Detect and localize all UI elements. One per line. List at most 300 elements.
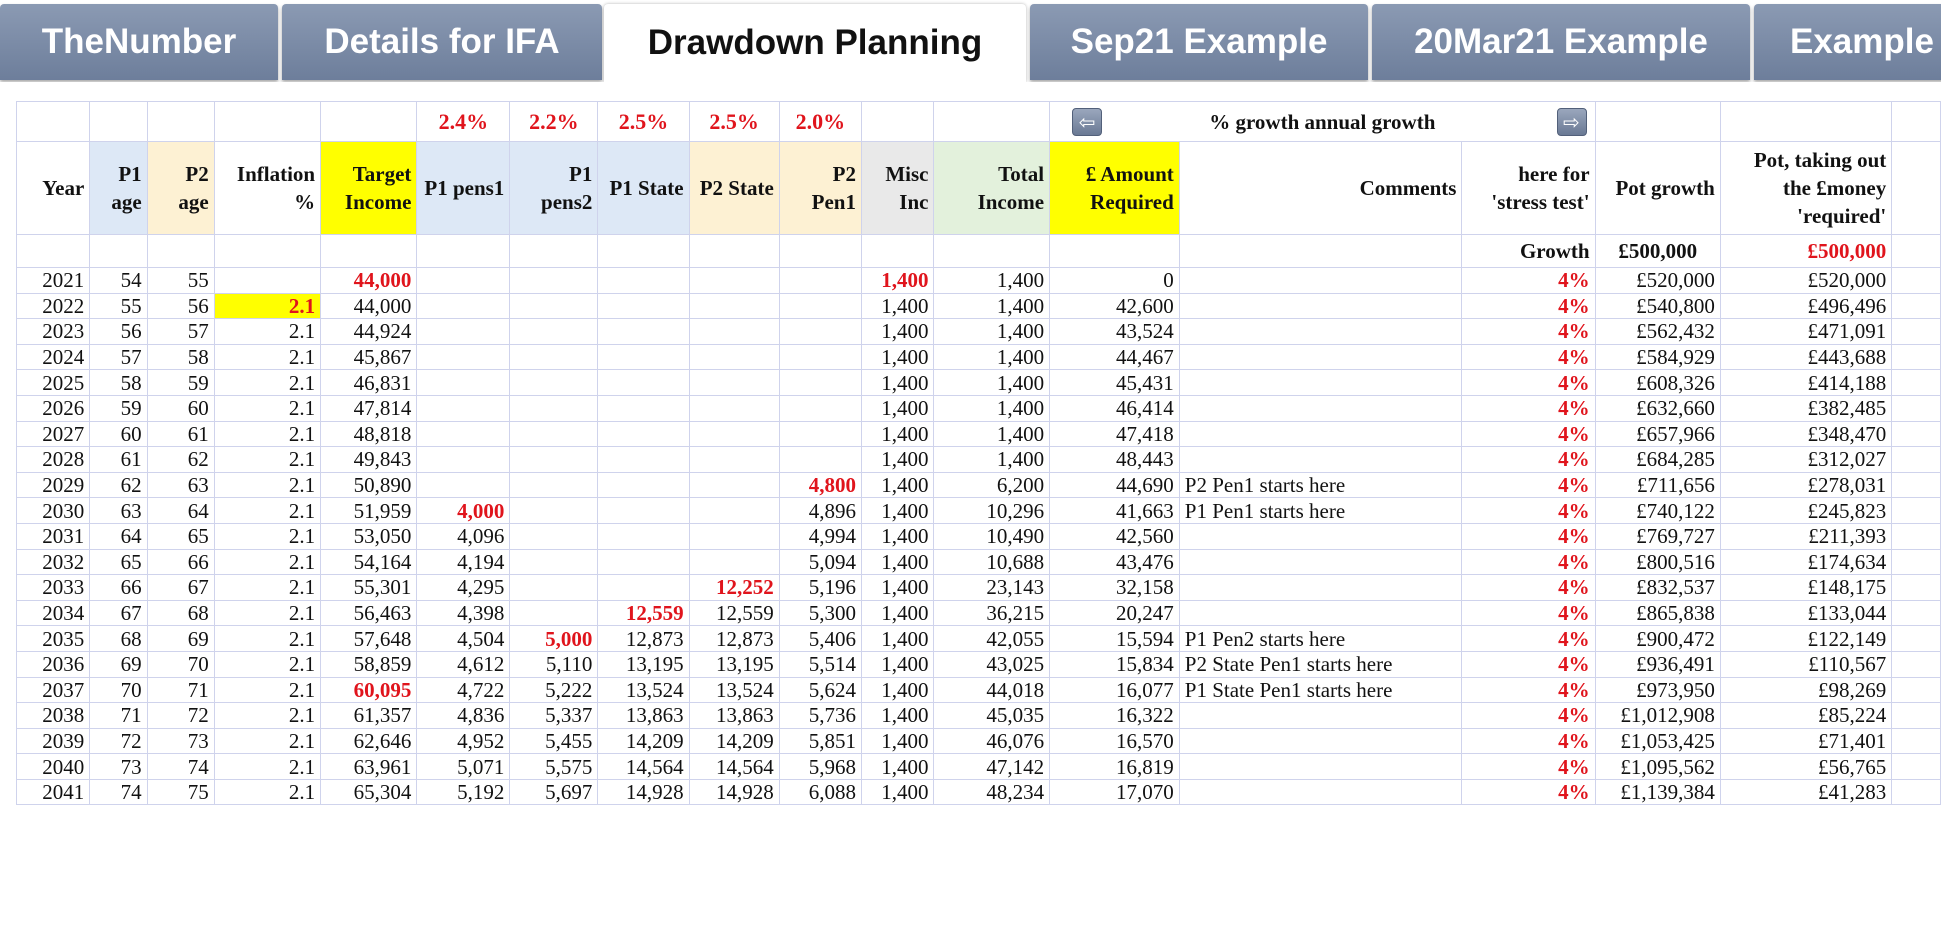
cell-p2-age[interactable]: 57 xyxy=(147,319,214,345)
cell-year[interactable]: 2036 xyxy=(17,651,90,677)
cell-misc-inc[interactable]: 1,400 xyxy=(861,319,933,345)
cell-p2-pen1[interactable]: 6,088 xyxy=(779,779,861,805)
cell-misc-inc[interactable]: 1,400 xyxy=(861,600,933,626)
cell-p2-age[interactable]: 65 xyxy=(147,523,214,549)
cell-pot-taking-out[interactable]: £110,567 xyxy=(1720,651,1891,677)
cell-p1-state[interactable] xyxy=(598,370,689,396)
cell-total-income[interactable]: 48,234 xyxy=(934,779,1050,805)
right-arrow-icon[interactable]: ⇨ xyxy=(1557,108,1587,136)
cell-pot-taking-out[interactable]: £245,823 xyxy=(1720,498,1891,524)
cell-p2-age[interactable]: 72 xyxy=(147,703,214,729)
cell-target-income[interactable]: 55,301 xyxy=(321,575,417,601)
cell-inflation[interactable]: 2.1 xyxy=(214,421,320,447)
tab-drawdown-planning[interactable]: Drawdown Planning xyxy=(604,4,1026,82)
cell-inflation[interactable]: 2.1 xyxy=(214,523,320,549)
cell-p1-pens1[interactable]: 4,952 xyxy=(417,728,510,754)
left-arrow-icon[interactable]: ⇦ xyxy=(1072,108,1102,136)
cell-pot-taking-out[interactable]: £98,269 xyxy=(1720,677,1891,703)
cell-comment[interactable] xyxy=(1179,575,1462,601)
cell-p2-pen1[interactable] xyxy=(779,395,861,421)
cell-p2-pen1[interactable]: 5,094 xyxy=(779,549,861,575)
cell-p2-state[interactable]: 13,524 xyxy=(689,677,779,703)
cell-p1-pens1[interactable] xyxy=(417,472,510,498)
cell-misc-inc[interactable]: 1,400 xyxy=(861,575,933,601)
cell-inflation[interactable]: 2.1 xyxy=(214,549,320,575)
cell-comment[interactable] xyxy=(1179,319,1462,345)
cell-p1-pens2[interactable]: 5,697 xyxy=(510,779,598,805)
cell-p2-state[interactable] xyxy=(689,370,779,396)
cell-total-income[interactable]: 1,400 xyxy=(934,447,1050,473)
cell-p2-age[interactable]: 68 xyxy=(147,600,214,626)
cell-misc-inc[interactable]: 1,400 xyxy=(861,370,933,396)
cell-inflation[interactable]: 2.1 xyxy=(214,779,320,805)
cell-amount-required[interactable]: 46,414 xyxy=(1050,395,1180,421)
cell-comment[interactable] xyxy=(1179,421,1462,447)
cell-p1-state[interactable]: 14,564 xyxy=(598,754,689,780)
cell-comment[interactable] xyxy=(1179,370,1462,396)
cell-p1-state[interactable] xyxy=(598,549,689,575)
cell-p1-pens1[interactable]: 4,000 xyxy=(417,498,510,524)
header-p1-pens2[interactable]: P1 pens2 xyxy=(510,142,598,235)
cell-comment[interactable]: P2 State Pen1 starts here xyxy=(1179,651,1462,677)
cell-p2-age[interactable]: 56 xyxy=(147,293,214,319)
cell-p1-age[interactable]: 74 xyxy=(90,779,147,805)
header-year[interactable]: Year xyxy=(17,142,90,235)
cell-total-income[interactable]: 10,296 xyxy=(934,498,1050,524)
cell-inflation[interactable]: 2.1 xyxy=(214,498,320,524)
growth-p1-state[interactable]: 2.5% xyxy=(598,102,689,142)
cell-pot-growth[interactable]: £973,950 xyxy=(1595,677,1720,703)
cell-p1-state[interactable] xyxy=(598,447,689,473)
cell-target-income[interactable]: 47,814 xyxy=(321,395,417,421)
cell-comment[interactable]: P2 Pen1 starts here xyxy=(1179,472,1462,498)
cell-amount-required[interactable]: 20,247 xyxy=(1050,600,1180,626)
cell-p1-state[interactable] xyxy=(598,472,689,498)
cell-p1-pens1[interactable]: 4,612 xyxy=(417,651,510,677)
header-target-income[interactable]: Target Income xyxy=(321,142,417,235)
cell-p1-age[interactable]: 60 xyxy=(90,421,147,447)
cell-pot-growth[interactable]: £832,537 xyxy=(1595,575,1720,601)
cell-growth[interactable]: 4% xyxy=(1462,626,1595,652)
cell-pot-growth[interactable]: £540,800 xyxy=(1595,293,1720,319)
cell-empty[interactable] xyxy=(1892,549,1941,575)
cell-p2-age[interactable]: 74 xyxy=(147,754,214,780)
cell-year[interactable]: 2033 xyxy=(17,575,90,601)
cell-p1-pens2[interactable]: 5,337 xyxy=(510,703,598,729)
cell-p2-state[interactable]: 13,195 xyxy=(689,651,779,677)
cell-p1-age[interactable]: 63 xyxy=(90,498,147,524)
cell-pot-taking-out[interactable]: £174,634 xyxy=(1720,549,1891,575)
cell-comment[interactable] xyxy=(1179,447,1462,473)
cell-growth[interactable]: 4% xyxy=(1462,344,1595,370)
header-pot-growth[interactable]: Pot growth xyxy=(1595,142,1720,235)
cell-pot-growth[interactable]: £562,432 xyxy=(1595,319,1720,345)
cell-p1-age[interactable]: 70 xyxy=(90,677,147,703)
cell-year[interactable]: 2035 xyxy=(17,626,90,652)
subheader-pot-taking-out-start[interactable]: £500,000 xyxy=(1720,235,1891,268)
cell-p1-state[interactable] xyxy=(598,344,689,370)
cell-inflation[interactable]: 2.1 xyxy=(214,754,320,780)
cell-misc-inc[interactable]: 1,400 xyxy=(861,703,933,729)
cell-growth[interactable]: 4% xyxy=(1462,472,1595,498)
cell-growth[interactable]: 4% xyxy=(1462,447,1595,473)
cell-amount-required[interactable]: 15,594 xyxy=(1050,626,1180,652)
cell-p1-pens2[interactable]: 5,222 xyxy=(510,677,598,703)
subheader-pot-growth-start[interactable]: £500,000 xyxy=(1595,235,1720,268)
cell-empty[interactable] xyxy=(1892,344,1941,370)
cell-empty[interactable] xyxy=(1892,421,1941,447)
cell-target-income[interactable]: 60,095 xyxy=(321,677,417,703)
header-total-income[interactable]: Total Income xyxy=(934,142,1050,235)
cell-p2-state[interactable] xyxy=(689,498,779,524)
cell-year[interactable]: 2040 xyxy=(17,754,90,780)
cell-p2-age[interactable]: 67 xyxy=(147,575,214,601)
cell-pot-growth[interactable]: £1,053,425 xyxy=(1595,728,1720,754)
cell-p1-pens2[interactable] xyxy=(510,472,598,498)
header-p2-pen1[interactable]: P2 Pen1 xyxy=(779,142,861,235)
cell-misc-inc[interactable]: 1,400 xyxy=(861,651,933,677)
cell-target-income[interactable]: 44,000 xyxy=(321,293,417,319)
cell-empty[interactable] xyxy=(1892,600,1941,626)
cell-target-income[interactable]: 62,646 xyxy=(321,728,417,754)
header-inflation[interactable]: Inflation % xyxy=(214,142,320,235)
cell-p1-state[interactable]: 12,559 xyxy=(598,600,689,626)
cell-p2-age[interactable]: 61 xyxy=(147,421,214,447)
cell-total-income[interactable]: 43,025 xyxy=(934,651,1050,677)
cell-pot-growth[interactable]: £584,929 xyxy=(1595,344,1720,370)
cell-p1-pens2[interactable] xyxy=(510,319,598,345)
cell-target-income[interactable]: 63,961 xyxy=(321,754,417,780)
cell-growth[interactable]: 4% xyxy=(1462,395,1595,421)
cell-inflation[interactable]: 2.1 xyxy=(214,293,320,319)
cell-p1-pens1[interactable] xyxy=(417,293,510,319)
cell-year[interactable]: 2038 xyxy=(17,703,90,729)
cell-pot-growth[interactable]: £520,000 xyxy=(1595,268,1720,294)
cell-pot-growth[interactable]: £800,516 xyxy=(1595,549,1720,575)
cell-p1-pens2[interactable] xyxy=(510,395,598,421)
cell-comment[interactable] xyxy=(1179,549,1462,575)
header-p1-state[interactable]: P1 State xyxy=(598,142,689,235)
cell-inflation[interactable]: 2.1 xyxy=(214,600,320,626)
cell-growth[interactable]: 4% xyxy=(1462,370,1595,396)
cell-year[interactable]: 2022 xyxy=(17,293,90,319)
header-pot-taking-out[interactable]: Pot, taking out the £money 'required' xyxy=(1720,142,1891,235)
cell-p2-pen1[interactable] xyxy=(779,293,861,319)
cell-year[interactable]: 2034 xyxy=(17,600,90,626)
cell-inflation[interactable]: 2.1 xyxy=(214,575,320,601)
cell-p1-pens1[interactable]: 5,192 xyxy=(417,779,510,805)
cell-p2-age[interactable]: 75 xyxy=(147,779,214,805)
cell-p2-pen1[interactable] xyxy=(779,447,861,473)
cell-p2-state[interactable] xyxy=(689,293,779,319)
cell-total-income[interactable]: 1,400 xyxy=(934,421,1050,447)
cell-target-income[interactable]: 65,304 xyxy=(321,779,417,805)
cell-p2-state[interactable] xyxy=(689,523,779,549)
cell-target-income[interactable]: 44,924 xyxy=(321,319,417,345)
cell-total-income[interactable]: 10,688 xyxy=(934,549,1050,575)
cell-pot-taking-out[interactable]: £85,224 xyxy=(1720,703,1891,729)
cell-empty[interactable] xyxy=(1892,395,1941,421)
cell-pot-growth[interactable]: £936,491 xyxy=(1595,651,1720,677)
cell-year[interactable]: 2026 xyxy=(17,395,90,421)
cell-amount-required[interactable]: 16,570 xyxy=(1050,728,1180,754)
cell-year[interactable]: 2023 xyxy=(17,319,90,345)
cell-pot-taking-out[interactable]: £443,688 xyxy=(1720,344,1891,370)
cell-pot-growth[interactable]: £608,326 xyxy=(1595,370,1720,396)
cell-amount-required[interactable]: 44,467 xyxy=(1050,344,1180,370)
cell-amount-required[interactable]: 43,476 xyxy=(1050,549,1180,575)
cell-p2-pen1[interactable] xyxy=(779,319,861,345)
cell-pot-taking-out[interactable]: £56,765 xyxy=(1720,754,1891,780)
header-misc-inc[interactable]: Misc Inc xyxy=(861,142,933,235)
cell-p1-pens1[interactable] xyxy=(417,370,510,396)
cell-pot-taking-out[interactable]: £41,283 xyxy=(1720,779,1891,805)
cell-growth[interactable]: 4% xyxy=(1462,651,1595,677)
growth-p2-pen1[interactable]: 2.0% xyxy=(779,102,861,142)
cell-total-income[interactable]: 1,400 xyxy=(934,370,1050,396)
cell-amount-required[interactable]: 44,690 xyxy=(1050,472,1180,498)
cell-p2-state[interactable]: 14,209 xyxy=(689,728,779,754)
cell-p2-pen1[interactable]: 5,968 xyxy=(779,754,861,780)
cell-p2-state[interactable] xyxy=(689,319,779,345)
cell-p2-pen1[interactable] xyxy=(779,370,861,396)
cell-year[interactable]: 2031 xyxy=(17,523,90,549)
cell-p2-pen1[interactable] xyxy=(779,268,861,294)
cell-growth[interactable]: 4% xyxy=(1462,575,1595,601)
cell-p2-age[interactable]: 60 xyxy=(147,395,214,421)
cell-target-income[interactable]: 61,357 xyxy=(321,703,417,729)
cell-p1-pens2[interactable] xyxy=(510,421,598,447)
cell-pot-growth[interactable]: £1,095,562 xyxy=(1595,754,1720,780)
cell-inflation[interactable]: 2.1 xyxy=(214,344,320,370)
cell-p1-pens2[interactable] xyxy=(510,447,598,473)
cell-pot-taking-out[interactable]: £312,027 xyxy=(1720,447,1891,473)
cell-empty[interactable] xyxy=(1892,779,1941,805)
cell-empty[interactable] xyxy=(1892,472,1941,498)
cell-p1-pens2[interactable]: 5,110 xyxy=(510,651,598,677)
cell-p2-state[interactable]: 14,564 xyxy=(689,754,779,780)
cell-growth[interactable]: 4% xyxy=(1462,703,1595,729)
header-amount-required[interactable]: £ Amount Required xyxy=(1050,142,1180,235)
cell-p1-age[interactable]: 58 xyxy=(90,370,147,396)
cell-p1-pens1[interactable]: 4,398 xyxy=(417,600,510,626)
growth-p1-pens1[interactable]: 2.4% xyxy=(417,102,510,142)
cell-p1-state[interactable] xyxy=(598,523,689,549)
cell-total-income[interactable]: 1,400 xyxy=(934,319,1050,345)
cell-p2-age[interactable]: 69 xyxy=(147,626,214,652)
cell-p1-state[interactable] xyxy=(598,498,689,524)
cell-growth[interactable]: 4% xyxy=(1462,523,1595,549)
cell-p1-state[interactable]: 13,863 xyxy=(598,703,689,729)
cell-year[interactable]: 2039 xyxy=(17,728,90,754)
cell-p2-state[interactable] xyxy=(689,344,779,370)
cell-amount-required[interactable]: 42,560 xyxy=(1050,523,1180,549)
cell-pot-taking-out[interactable]: £211,393 xyxy=(1720,523,1891,549)
cell-inflation[interactable]: 2.1 xyxy=(214,703,320,729)
cell-inflation[interactable]: 2.1 xyxy=(214,728,320,754)
cell-p2-age[interactable]: 59 xyxy=(147,370,214,396)
cell-comment[interactable] xyxy=(1179,779,1462,805)
cell-misc-inc[interactable]: 1,400 xyxy=(861,498,933,524)
cell-misc-inc[interactable]: 1,400 xyxy=(861,779,933,805)
cell-pot-growth[interactable]: £865,838 xyxy=(1595,600,1720,626)
cell-p1-age[interactable]: 66 xyxy=(90,575,147,601)
cell-p1-age[interactable]: 62 xyxy=(90,472,147,498)
cell-misc-inc[interactable]: 1,400 xyxy=(861,344,933,370)
cell-p2-state[interactable] xyxy=(689,447,779,473)
header-p2-state[interactable]: P2 State xyxy=(689,142,779,235)
cell-p1-pens1[interactable]: 4,504 xyxy=(417,626,510,652)
cell-p1-pens1[interactable] xyxy=(417,268,510,294)
cell-misc-inc[interactable]: 1,400 xyxy=(861,447,933,473)
tab-details-for-ifa[interactable]: Details for IFA xyxy=(282,4,602,80)
cell-target-income[interactable]: 53,050 xyxy=(321,523,417,549)
cell-p1-age[interactable]: 56 xyxy=(90,319,147,345)
cell-p2-pen1[interactable] xyxy=(779,344,861,370)
cell-misc-inc[interactable]: 1,400 xyxy=(861,268,933,294)
cell-total-income[interactable]: 46,076 xyxy=(934,728,1050,754)
header-p1-pens1[interactable]: P1 pens1 xyxy=(417,142,510,235)
cell-p1-pens2[interactable]: 5,455 xyxy=(510,728,598,754)
cell-p1-age[interactable]: 57 xyxy=(90,344,147,370)
cell-p2-pen1[interactable]: 4,896 xyxy=(779,498,861,524)
cell-pot-taking-out[interactable]: £133,044 xyxy=(1720,600,1891,626)
cell-pot-growth[interactable]: £900,472 xyxy=(1595,626,1720,652)
cell-p1-pens2[interactable] xyxy=(510,523,598,549)
cell-pot-taking-out[interactable]: £414,188 xyxy=(1720,370,1891,396)
growth-p2-state[interactable]: 2.5% xyxy=(689,102,779,142)
cell-empty[interactable] xyxy=(1892,293,1941,319)
cell-p2-age[interactable]: 70 xyxy=(147,651,214,677)
cell-misc-inc[interactable]: 1,400 xyxy=(861,677,933,703)
cell-comment[interactable] xyxy=(1179,395,1462,421)
cell-year[interactable]: 2029 xyxy=(17,472,90,498)
cell-year[interactable]: 2027 xyxy=(17,421,90,447)
cell-p1-age[interactable]: 64 xyxy=(90,523,147,549)
cell-target-income[interactable]: 44,000 xyxy=(321,268,417,294)
cell-p2-state[interactable] xyxy=(689,549,779,575)
cell-p1-pens1[interactable]: 5,071 xyxy=(417,754,510,780)
cell-p2-age[interactable]: 62 xyxy=(147,447,214,473)
cell-misc-inc[interactable]: 1,400 xyxy=(861,549,933,575)
cell-p1-age[interactable]: 68 xyxy=(90,626,147,652)
cell-total-income[interactable]: 1,400 xyxy=(934,293,1050,319)
cell-p1-state[interactable]: 14,928 xyxy=(598,779,689,805)
cell-empty[interactable] xyxy=(1892,703,1941,729)
cell-pot-taking-out[interactable]: £348,470 xyxy=(1720,421,1891,447)
cell-p1-state[interactable]: 13,524 xyxy=(598,677,689,703)
cell-misc-inc[interactable]: 1,400 xyxy=(861,421,933,447)
cell-p2-age[interactable]: 71 xyxy=(147,677,214,703)
cell-total-income[interactable]: 42,055 xyxy=(934,626,1050,652)
cell-p2-pen1[interactable] xyxy=(779,421,861,447)
cell-pot-growth[interactable]: £769,727 xyxy=(1595,523,1720,549)
cell-empty[interactable] xyxy=(1892,268,1941,294)
cell-inflation[interactable]: 2.1 xyxy=(214,447,320,473)
cell-p2-state[interactable]: 14,928 xyxy=(689,779,779,805)
cell-total-income[interactable]: 1,400 xyxy=(934,395,1050,421)
cell-p1-age[interactable]: 69 xyxy=(90,651,147,677)
cell-growth[interactable]: 4% xyxy=(1462,498,1595,524)
cell-p1-pens1[interactable] xyxy=(417,319,510,345)
cell-pot-growth[interactable]: £740,122 xyxy=(1595,498,1720,524)
cell-pot-taking-out[interactable]: £122,149 xyxy=(1720,626,1891,652)
cell-p2-state[interactable] xyxy=(689,268,779,294)
cell-p2-pen1[interactable]: 5,851 xyxy=(779,728,861,754)
cell-target-income[interactable]: 58,859 xyxy=(321,651,417,677)
cell-empty[interactable] xyxy=(1892,370,1941,396)
header-p2-age[interactable]: P2 age xyxy=(147,142,214,235)
cell-p2-pen1[interactable]: 4,800 xyxy=(779,472,861,498)
cell-p1-state[interactable] xyxy=(598,319,689,345)
cell-p2-pen1[interactable]: 5,624 xyxy=(779,677,861,703)
cell-target-income[interactable]: 54,164 xyxy=(321,549,417,575)
cell-target-income[interactable]: 46,831 xyxy=(321,370,417,396)
cell-pot-growth[interactable]: £711,656 xyxy=(1595,472,1720,498)
cell-p1-age[interactable]: 67 xyxy=(90,600,147,626)
cell-pot-taking-out[interactable]: £71,401 xyxy=(1720,728,1891,754)
cell-empty[interactable] xyxy=(1892,447,1941,473)
cell-p2-age[interactable]: 58 xyxy=(147,344,214,370)
cell-year[interactable]: 2032 xyxy=(17,549,90,575)
cell-total-income[interactable]: 36,215 xyxy=(934,600,1050,626)
cell-year[interactable]: 2030 xyxy=(17,498,90,524)
cell-growth[interactable]: 4% xyxy=(1462,319,1595,345)
cell-amount-required[interactable]: 47,418 xyxy=(1050,421,1180,447)
tab-20mar21-example[interactable]: 20Mar21 Example xyxy=(1372,4,1750,80)
cell-p1-pens1[interactable]: 4,722 xyxy=(417,677,510,703)
cell-growth[interactable]: 4% xyxy=(1462,268,1595,294)
cell-p1-pens2[interactable] xyxy=(510,268,598,294)
cell-p1-state[interactable] xyxy=(598,395,689,421)
cell-target-income[interactable]: 49,843 xyxy=(321,447,417,473)
cell-total-income[interactable]: 45,035 xyxy=(934,703,1050,729)
cell-p1-pens1[interactable] xyxy=(417,447,510,473)
cell-pot-growth[interactable]: £684,285 xyxy=(1595,447,1720,473)
cell-misc-inc[interactable]: 1,400 xyxy=(861,472,933,498)
cell-p1-age[interactable]: 73 xyxy=(90,754,147,780)
cell-inflation[interactable]: 2.1 xyxy=(214,472,320,498)
cell-p1-age[interactable]: 71 xyxy=(90,703,147,729)
cell-target-income[interactable]: 51,959 xyxy=(321,498,417,524)
cell-empty[interactable] xyxy=(1892,523,1941,549)
cell-year[interactable]: 2024 xyxy=(17,344,90,370)
cell-p1-pens2[interactable] xyxy=(510,498,598,524)
cell-p2-state[interactable]: 13,863 xyxy=(689,703,779,729)
cell-total-income[interactable]: 1,400 xyxy=(934,344,1050,370)
cell-p2-state[interactable]: 12,559 xyxy=(689,600,779,626)
cell-p1-pens1[interactable]: 4,836 xyxy=(417,703,510,729)
cell-p1-pens1[interactable] xyxy=(417,344,510,370)
cell-target-income[interactable]: 48,818 xyxy=(321,421,417,447)
cell-pot-growth[interactable]: £657,966 xyxy=(1595,421,1720,447)
cell-comment[interactable]: P1 Pen2 starts here xyxy=(1179,626,1462,652)
cell-comment[interactable] xyxy=(1179,293,1462,319)
cell-comment[interactable] xyxy=(1179,523,1462,549)
cell-growth[interactable]: 4% xyxy=(1462,293,1595,319)
cell-target-income[interactable]: 45,867 xyxy=(321,344,417,370)
cell-p2-pen1[interactable]: 5,406 xyxy=(779,626,861,652)
cell-p1-state[interactable] xyxy=(598,293,689,319)
cell-comment[interactable] xyxy=(1179,344,1462,370)
cell-growth[interactable]: 4% xyxy=(1462,421,1595,447)
cell-total-income[interactable]: 1,400 xyxy=(934,268,1050,294)
cell-p2-age[interactable]: 55 xyxy=(147,268,214,294)
cell-p1-state[interactable]: 12,873 xyxy=(598,626,689,652)
cell-misc-inc[interactable]: 1,400 xyxy=(861,754,933,780)
cell-inflation[interactable]: 2.1 xyxy=(214,395,320,421)
header-stress-test[interactable]: here for 'stress test' xyxy=(1462,142,1595,235)
